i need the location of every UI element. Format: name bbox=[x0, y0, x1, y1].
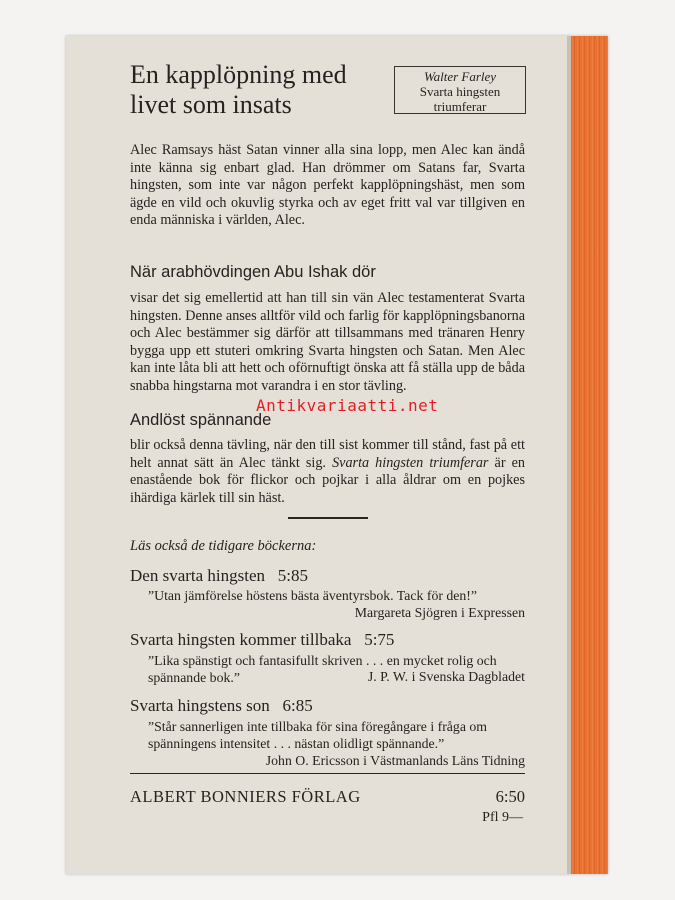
book-3-title: Svarta hingstens son 6:85 bbox=[130, 696, 313, 715]
book-2-title: Svarta hingsten kommer tillbaka 5:75 bbox=[130, 630, 395, 649]
book-1-quote: ”Utan jämförelse höstens bästa äventyrsbok. Tack för den!” bbox=[148, 588, 478, 603]
author-name: Walter Farley bbox=[423, 69, 497, 84]
book-1-title: Den svarta hingsten 5:85 bbox=[130, 566, 309, 585]
book-1-source: Margareta Sjögren i Expressen bbox=[354, 605, 525, 620]
book-spine bbox=[571, 36, 608, 874]
book-title-line1: Svarta hingsten bbox=[419, 84, 501, 99]
paragraph3-text-a: blir också denna tävling, när den till sist kommer till stånd, fast på ett helt annat sätt än Alec tänkt sig. bbox=[130, 437, 525, 471]
blurb-paragraph-2: visar det sig emellertid att han till sin vän Alec testamenterat Svarta hingsten. Denne anses alltför vild och farlig för kapplöpningsbanorna och Alec bestämmer sig därför att tillsammans med tränaren Henry bygga upp ett stuteri omkring Svarta hingsten och Satan. Men Alec kan inte låta bli att hett och oförnuftigt önska att få ställa upp de båda snabba hingstarna mot varandra i en stor tävling. bbox=[130, 290, 525, 394]
watermark-text: Antikvariaatti.net bbox=[256, 396, 439, 415]
publisher-name: ALBERT BONNIERS FÖRLAG bbox=[130, 787, 361, 806]
divider-rule bbox=[288, 517, 368, 519]
cover-price: 6:50 bbox=[495, 787, 525, 806]
blurb-paragraph-1: Alec Ramsays häst Satan vinner alla sina lopp, men Alec kan ändå inte känna sig enbart glad. Han drömmer om Satans far, Svarta hingsten, som inte var någon perfekt kapplöpningshäst, men som ägde en vild och okuvlig styrka och av eget fritt val var tillgiven en enda människa i världen, Alec. bbox=[130, 142, 525, 229]
footer-rule bbox=[130, 773, 525, 774]
book-title-line2: triumferar bbox=[433, 99, 487, 114]
author-box bbox=[394, 66, 526, 114]
book-2-quote: ”Lika spänstigt och fantasifullt skriven . . . en mycket rolig och spännande bok.” bbox=[148, 653, 497, 685]
book-3-quote: ”Står sannerligen inte tillbaka för sina föregångare i fråga om spänningens intensitet . . . nästan olidligt spännande.” bbox=[148, 719, 488, 751]
blurb-heading-2: När arabhövdingen Abu Ishak dör bbox=[130, 263, 376, 281]
blurb-heading-3: Andlöst spännande bbox=[130, 411, 272, 429]
finland-price: Pfl 9— bbox=[482, 810, 523, 825]
book-2-source: J. P. W. i Svenska Dagbladet bbox=[367, 669, 525, 684]
blurb-paragraph-3 bbox=[130, 437, 525, 507]
book-3-source: John O. Ericsson i Västmanlands Läns Tidning bbox=[265, 753, 525, 768]
also-read-heading: Läs också de tidigare böckerna: bbox=[130, 538, 317, 554]
cover-title: En kapplöpning med livet som insats bbox=[130, 60, 347, 119]
paragraph3-text-b: är en enastående bok för flickor och pojkar i alla åldrar om en pojkes ihärdiga kärlek till sin häst. bbox=[130, 454, 526, 506]
paragraph3-book-title: Svarta hingsten triumferar bbox=[332, 454, 489, 471]
